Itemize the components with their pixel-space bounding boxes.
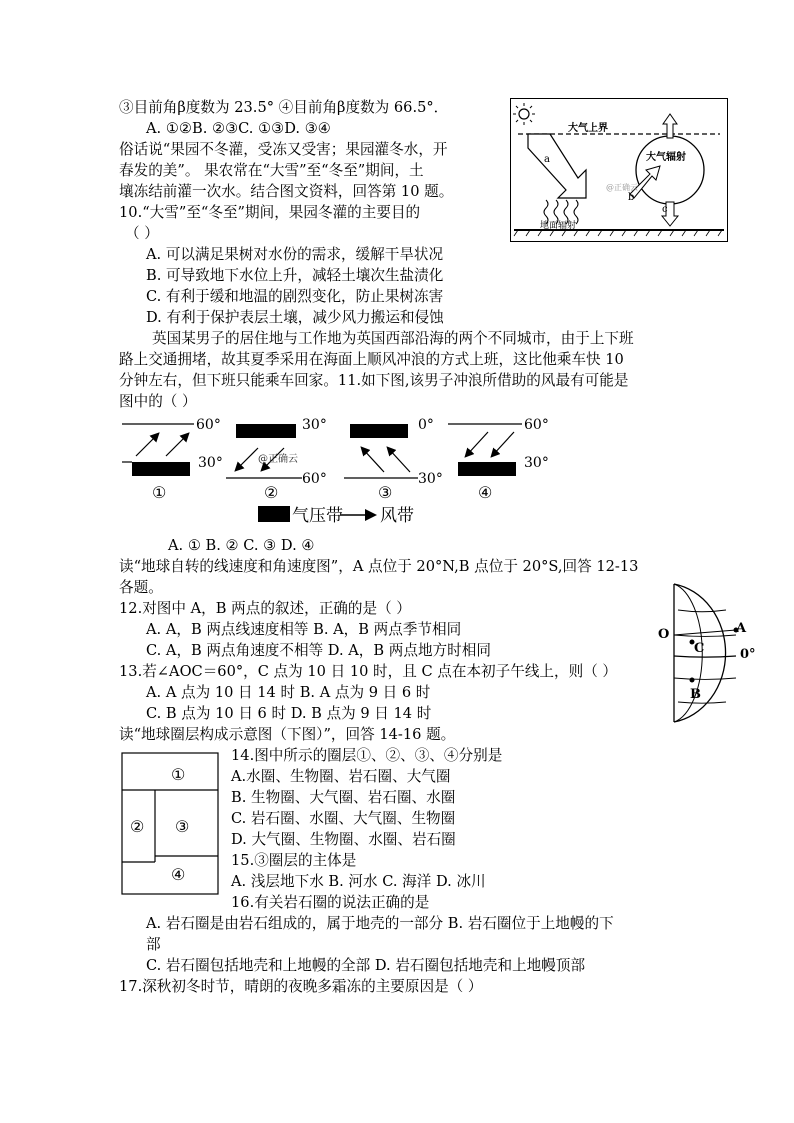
label-a: a (544, 154, 550, 165)
text-line: 春发的美”。 果农常在“大雪”至“冬至”期间，土 (119, 162, 424, 179)
answer-bracket: 图中的（ ） (119, 393, 197, 410)
label-b: b (628, 192, 635, 203)
panel-4-number: ④ (478, 483, 493, 502)
option-c: C. 岩石圈、水圈、大气圈、生物圈 (231, 810, 456, 827)
passage-line: 英国某男子的居住地与工作地为英国西部沿海的两个不同城市，由于上下班 (152, 330, 634, 347)
panel-3-number: ③ (378, 483, 393, 502)
watermark: @正确云 (258, 454, 298, 465)
question-stem: 12.对图中 A，B 两点的叙述，正确的是（ ） (119, 600, 411, 617)
panel-4 (448, 417, 549, 502)
panel-1-top-lat: 60° (196, 417, 221, 433)
sphere-3-label: ③ (175, 817, 190, 836)
panel-1 (122, 417, 223, 502)
passage-line: 分钟左右，但下班只能乘车回家。11.如下图,该男子冲浪所借助的风最有可能是 (119, 372, 629, 389)
atmosphere-top-label: 大气上界 (568, 123, 608, 134)
option-row: C. B 点为 10 日 6 时 D. B 点为 9 日 14 时 (146, 705, 432, 722)
option-a: A. 可以满足果树对水份的需求，缓解干旱状况 (146, 246, 444, 263)
answer-bracket: （ ） (125, 225, 159, 242)
label-c: c (662, 204, 668, 215)
question-options: A. 浅层地下水 B. 河水 C. 海洋 D. 冰川 (231, 873, 486, 890)
question-stem: 14.图中所示的圈层①、②、③、④分别是 (231, 747, 503, 764)
legend (258, 506, 414, 526)
label-b: B (690, 687, 701, 702)
panel-4-bottom-lat: 30° (524, 455, 549, 471)
option-b: B. 生物圈、大气圈、岩石圈、水圈 (231, 789, 456, 806)
equator (674, 656, 736, 657)
radius-oa (674, 630, 736, 635)
option-b: B. 可导致地下水位上升，减轻土壤次生盐渍化 (146, 267, 444, 284)
option-row: A. 岩石圈是由岩石组成的，属于地壳的一部分 B. 岩石圈位于上地幔的下 (146, 915, 614, 932)
panel-1-bottom-lat: 30° (198, 455, 223, 471)
text-line: ③目前角β度数为 23.5° ④目前角β度数为 66.5°． (119, 99, 449, 116)
question-stem: 13.若∠AOC＝60°，C 点为 10 日 10 时，且 C 点在本初子午线上，则（ ） (119, 663, 618, 680)
legend-pressure-swatch (258, 506, 290, 522)
option-d: D. 有利于保护表层土壤，减少风力搬运和侵蚀 (146, 309, 444, 326)
panel-3-bottom-lat: 30° (418, 471, 443, 487)
passage-line: 路上交通拥堵，故其夏季采用在海面上顺风冲浪的方式上班，这比他乘车快 10 (119, 351, 624, 368)
legend-wind-label: 风带 (380, 506, 414, 526)
question-stem: 10.“大雪”至“冬至”期间，果园冬灌的主要目的 (119, 204, 421, 221)
option-c: C. 有利于缓和地温的剧烈变化，防止果树冻害 (146, 288, 444, 305)
sphere-1-label: ① (171, 765, 186, 784)
watermark: @正确云 (606, 183, 638, 192)
question-options: A. ① B. ② C. ③ D. ④ (168, 537, 315, 554)
panel-2-top-lat: 30° (302, 417, 327, 433)
option-row: A. A 点为 10 日 14 时 B. A 点为 9 日 6 时 (146, 684, 431, 701)
panel-4-top-lat: 60° (524, 417, 549, 433)
sphere-4-label: ④ (171, 865, 186, 884)
wind-belt-figure (118, 412, 558, 534)
option-row: 部 (146, 936, 161, 953)
panel-2-bottom-lat: 60° (302, 471, 327, 487)
label-a: A (736, 621, 747, 636)
label-c: C (694, 641, 705, 656)
label-zero-degree: 0° (740, 647, 756, 662)
option-a: A.水圈、生物圈、岩石圈、大气圈 (231, 768, 451, 785)
legend-pressure-label: 气压带 (292, 506, 343, 526)
earth-spheres-figure (121, 752, 221, 896)
atmosphere-heat-figure (510, 98, 728, 242)
option-row: A. A，B 两点线速度相等 B. A，B 两点季节相同 (146, 621, 462, 638)
atmosphere-radiation-label: 大气辐射 (646, 152, 686, 163)
question-stem: 17.深秋初冬时节，晴朗的夜晚多霜冻的主要原因是（ ） (119, 978, 483, 995)
panel-2 (226, 417, 327, 502)
question-stem: 16.有关岩石圈的说法正确的是 (231, 894, 430, 911)
panel-3 (344, 417, 443, 502)
passage-line: 各题。 (119, 579, 163, 596)
panel-1-number: ① (152, 483, 167, 502)
option-d: D. 大气圈、生物圈、水圈、岩石圈 (231, 831, 456, 848)
text-line: 壤冻结前灌一次水。结合图文资料，回答第 10 题。 (119, 183, 454, 200)
question-stem: 15.③圈层的主体是 (231, 852, 357, 869)
ground-label: 地面辐射 (540, 221, 577, 231)
question-options: A. ①②B. ②③C. ①③D. ③④ (146, 120, 331, 137)
label-o: O (658, 627, 670, 642)
sphere-2-label: ② (130, 817, 145, 836)
option-row: C. 岩石圈包括地壳和上地幔的全部 D. 岩石圈包括地壳和上地幔顶部 (146, 957, 586, 974)
option-row: C. A，B 两点角速度不相等 D. A，B 两点地方时相同 (146, 642, 491, 659)
passage-line: 读“地球自转的线速度和角速度图”，A 点位于 20°N,B 点位于 20°S,回答 12-13 (119, 558, 639, 575)
text-line: 俗话说“果园不冬灌，受冻又受害；果园灌冬水，开 (119, 141, 448, 158)
point-b (690, 678, 695, 683)
panel-3-top-lat: 0° (418, 417, 434, 433)
passage-line: 读“地球圈层构成示意图（下图）”，回答 14-16 题。 (119, 726, 456, 743)
panel-2-number: ② (264, 483, 279, 502)
earth-rotation-figure (656, 580, 760, 726)
